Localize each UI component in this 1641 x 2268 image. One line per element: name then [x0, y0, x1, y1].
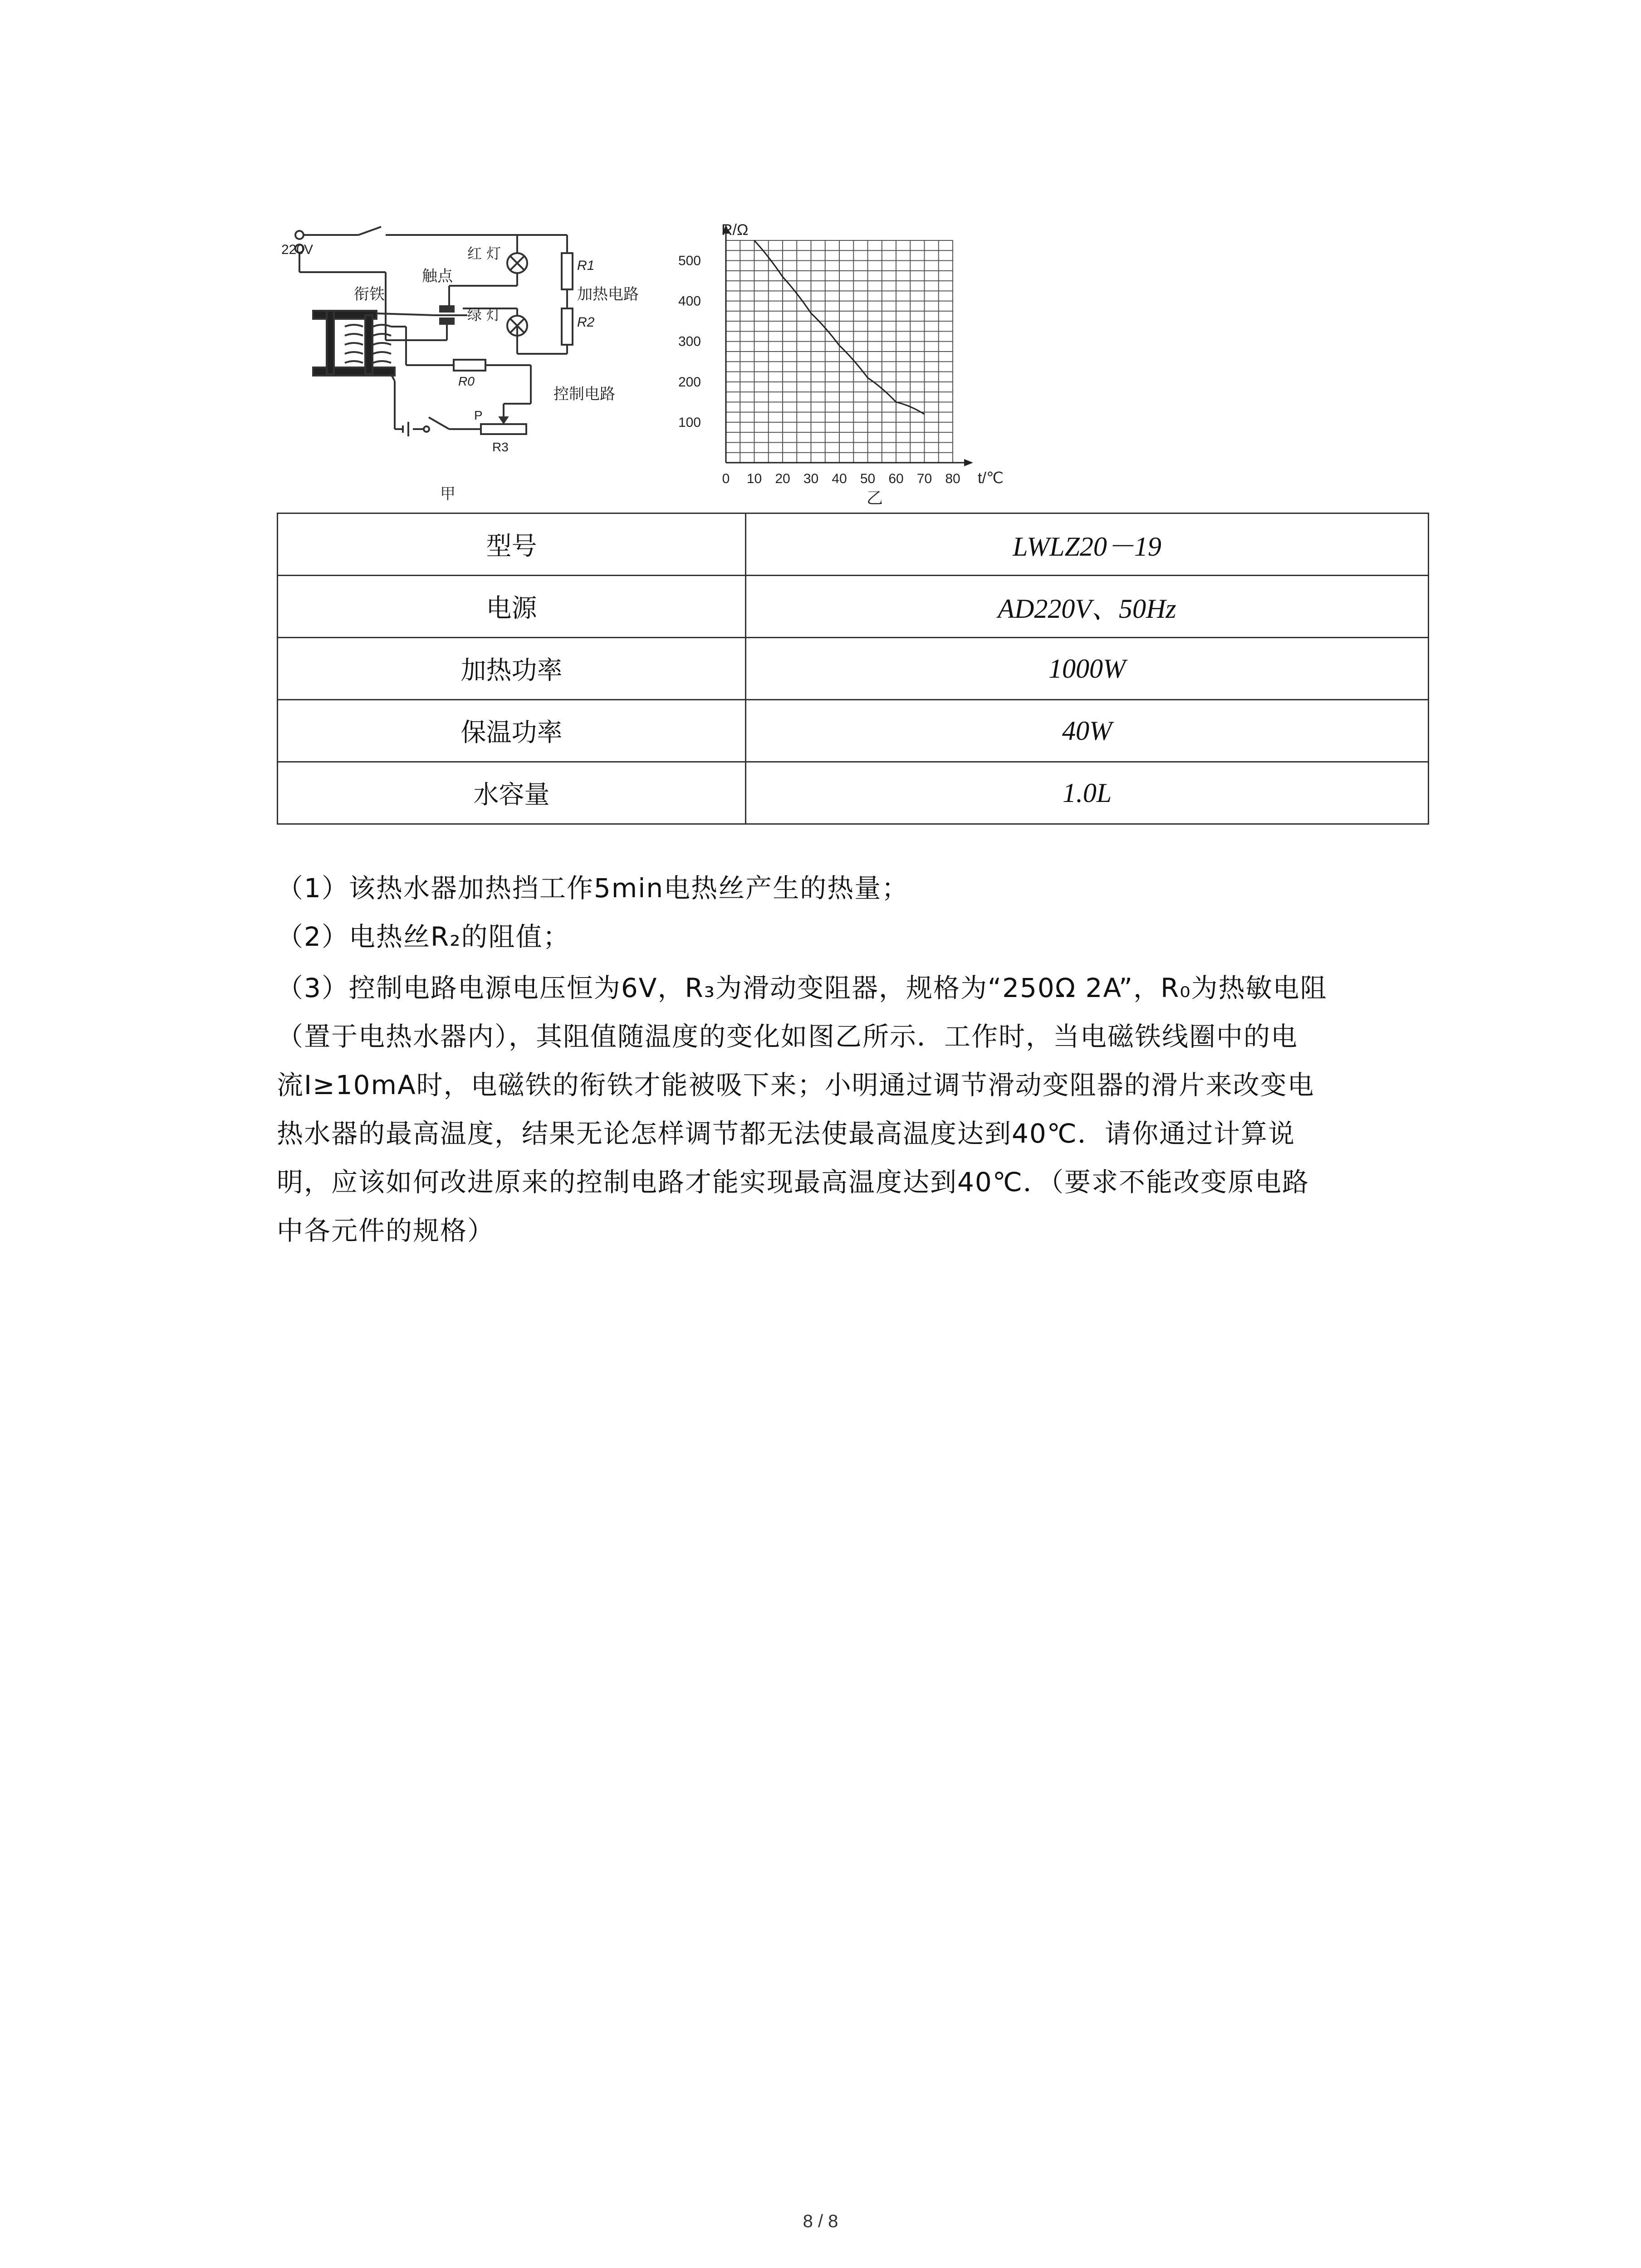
question-1: （1）该热水器加热挡工作5min电热丝产生的热量； [277, 873, 909, 904]
page-number: 8 / 8 [803, 2211, 838, 2231]
y-axis-label: R/Ω [721, 221, 749, 239]
table-row [278, 700, 1429, 762]
spec-key: 电源 [278, 576, 746, 638]
question-3-line: 明，应该如何改进原来的控制电路才能实现最高温度达到40℃．（要求不能改变原电路 [277, 1167, 1309, 1198]
p-label: P [474, 408, 483, 422]
table-row [278, 576, 1429, 638]
spec-value: LWLZ20－19 [746, 513, 1429, 576]
x-axis-arrow [964, 459, 973, 466]
r1-label: R1 [577, 258, 595, 273]
y-tick-label: 100 [678, 415, 701, 430]
x-tick-label: 20 [775, 471, 790, 486]
spec-value: 40W [746, 700, 1429, 762]
spec-value: AD220V、50Hz [746, 576, 1429, 638]
chart-ticks [678, 254, 960, 486]
r0-label: R0 [458, 374, 475, 388]
spec-key: 加热功率 [278, 638, 746, 700]
x-tick-label: 50 [860, 471, 876, 486]
question-2: （2）电热丝R₂的阻值； [277, 921, 570, 952]
circuit-diagram [272, 218, 681, 517]
contact-label: 触点 [422, 267, 453, 285]
table-row [278, 762, 1429, 824]
green-lamp-label [467, 306, 501, 323]
green-lamp-label-text: 绿 灯 [467, 306, 501, 323]
question-3-line: （置于电热水器内），其阻值随温度的变化如图乙所示．工作时，当电磁铁线圈中的电 [277, 1021, 1298, 1052]
armature-label: 衔铁 [354, 285, 385, 303]
figure-b-caption: 乙 [867, 489, 883, 508]
r2-label: R2 [577, 315, 595, 330]
spec-key: 水容量 [278, 762, 746, 824]
resistance-temperature-chart [671, 218, 1089, 513]
heating-circuit-label: 加热电路 [577, 285, 639, 303]
spec-table [277, 513, 1429, 825]
table-row [278, 638, 1429, 700]
x-tick-label: 60 [888, 471, 904, 486]
spec-key: 保温功率 [278, 700, 746, 762]
x-tick-label: 70 [916, 471, 932, 486]
voltage-label: 220V [281, 242, 314, 257]
question-3-line: 中各元件的规格） [277, 1215, 495, 1246]
x-tick-label: 40 [832, 471, 847, 486]
r3-label: R3 [492, 440, 509, 454]
x-tick-label: 80 [945, 471, 960, 486]
y-tick-label: 300 [678, 334, 701, 349]
x-tick-label: 0 [722, 471, 730, 486]
table-row [278, 513, 1429, 576]
question-3-line: 热水器的最高温度，结果无论怎样调节都无法使最高温度达到40℃．请你通过计算说 [277, 1118, 1295, 1149]
spec-key: 型号 [278, 513, 746, 576]
x-axis-label: t/℃ [978, 469, 1004, 487]
y-tick-label: 200 [678, 374, 701, 390]
x-tick-label: 30 [803, 471, 819, 486]
y-tick-label: 500 [678, 253, 701, 269]
x-tick-label: 10 [746, 471, 762, 486]
question-3-line: （3）控制电路电源电压恒为6V，R₃为滑动变阻器，规格为“250Ω 2A”，R₀为热敏电阻 [277, 973, 1327, 1003]
chart-svg [671, 218, 1089, 513]
y-tick-label: 400 [678, 293, 701, 309]
question-3 [277, 964, 1438, 1255]
spec-value: 1.0L [746, 762, 1429, 824]
question-3-line: 流I≥10mA时，电磁铁的衔铁才能被吸下来；小明通过调节滑动变阻器的滑片来改变电 [277, 1070, 1315, 1100]
red-lamp-label-text: 红 灯 [467, 245, 501, 262]
figure-a-caption: 甲 [440, 485, 456, 503]
red-lamp-label [467, 245, 501, 262]
chart-grid [726, 240, 953, 463]
spec-value: 1000W [746, 638, 1429, 700]
control-circuit-label: 控制电路 [554, 385, 615, 403]
circuit-diagram-svg [272, 218, 681, 517]
